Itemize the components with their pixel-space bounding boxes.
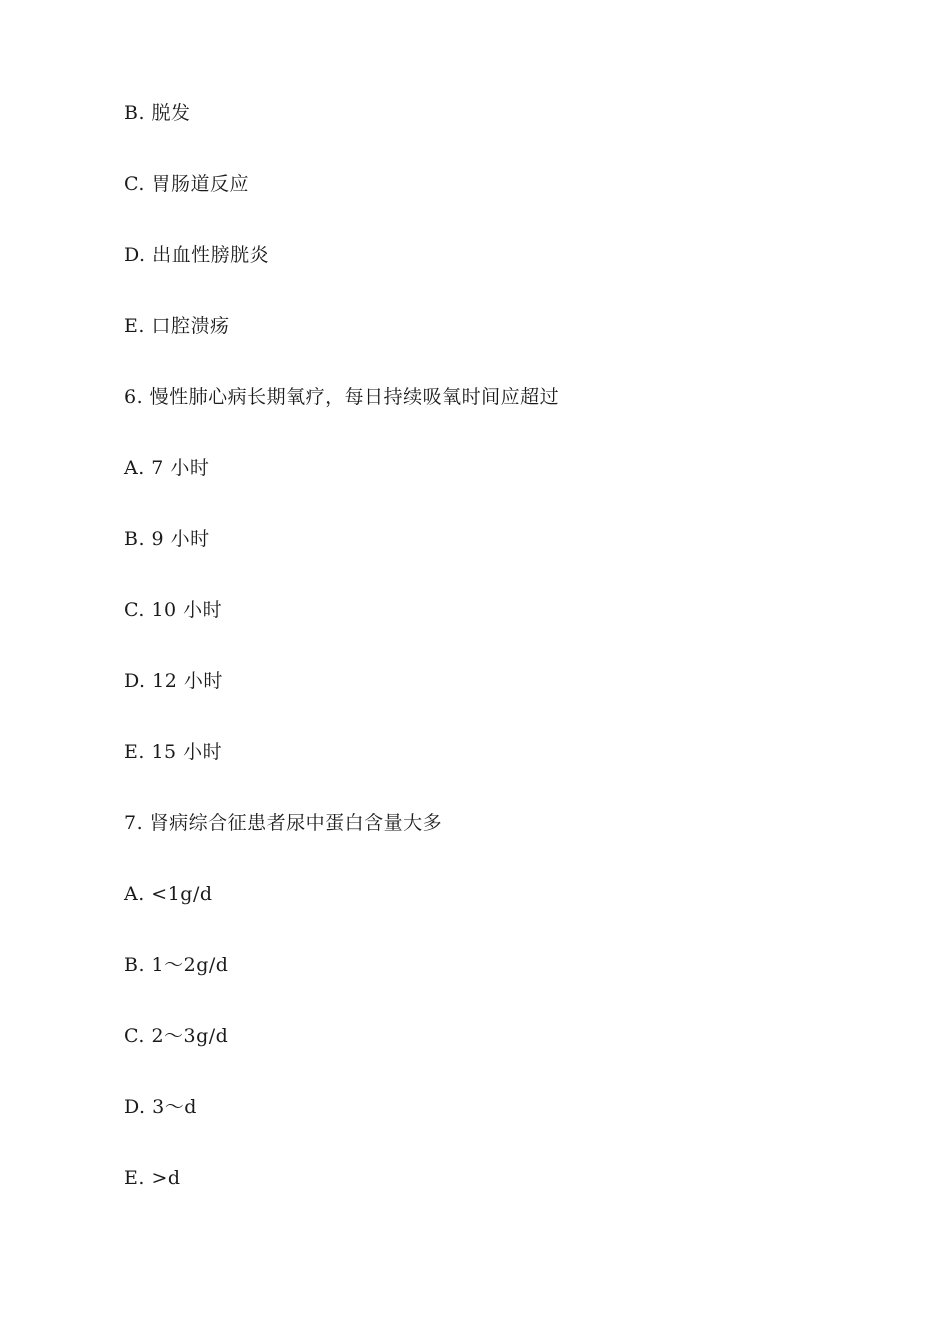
option-b-line: B. 脱发 (124, 102, 191, 124)
q6-option-e-line: E. 15 小时 (124, 741, 223, 763)
question-7-line: 7. 肾病综合征患者尿中蛋白含量大多 (124, 812, 443, 834)
question-6-line: 6. 慢性肺心病长期氧疗，每日持续吸氧时间应超过 (124, 386, 560, 408)
q7-option-b-line: B. 1～2g/d (124, 954, 229, 976)
q6-option-a-line: A. 7 小时 (124, 457, 210, 479)
q6-option-c-line: C. 10 小时 (124, 599, 223, 621)
option-c-line: C. 胃肠道反应 (124, 173, 249, 195)
option-e-line: E. 口腔溃疡 (124, 315, 230, 337)
q7-option-e-line: E. >d (124, 1167, 181, 1189)
option-d-line: D. 出血性膀胱炎 (124, 244, 270, 266)
q7-option-d-line: D. 3～d (124, 1096, 197, 1118)
q7-option-a-line: A. <1g/d (124, 883, 213, 905)
q7-option-c-line: C. 2～3g/d (124, 1025, 229, 1047)
q6-option-b-line: B. 9 小时 (124, 528, 210, 550)
q6-option-d-line: D. 12 小时 (124, 670, 223, 692)
